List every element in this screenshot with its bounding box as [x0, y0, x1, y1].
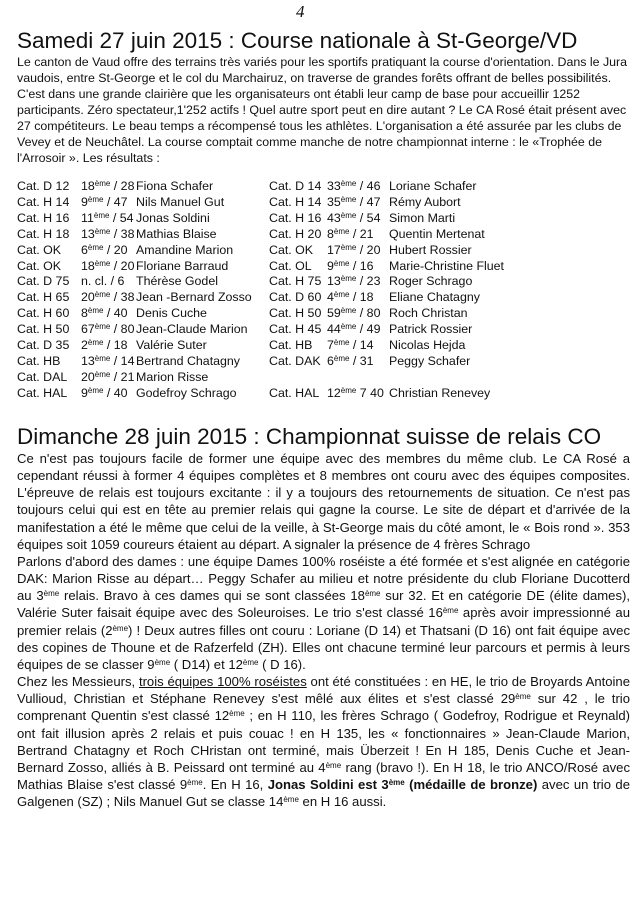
results-rank-cell: 12ème 7 40 — [327, 385, 384, 400]
results-name-cell: Roch Christan — [389, 306, 468, 321]
article-paragraph-2: Parlons d'abord des dames : une équipe Dames 100% roséiste a été formée et s'est alignée en catégorie DAK: Marion Risse au départ… Peggy Schafer au milieu et notre présidente du club Floriane Ducotterd au 3ème relais. Bravo à ces dames qui se sont classées 18ème sur 32. Et en catégorie DE (élite dames), Valérie Suter faisait équipe avec des Soleuroises. Le trio s'est classé 16ème après avoir impressionné au premier relais (2ème) ! Deux autres filles ont couru : Loriane (D 14) et Thatsani (D 16) ont fait équipe avec des copines de Thoune et de Rafzerfeld (ZH). Elles ont chacune terminé leur parcours et permis à leurs équipes de se classer 9ème ( D14) et 12ème ( D 16). — [17, 553, 631, 672]
results-category-cell: Cat. HB — [17, 353, 61, 368]
results-name-cell: Christian Renevey — [389, 385, 491, 400]
results-rank-cell: 13ème / 38 — [81, 226, 135, 241]
results-rank-cell: n. cl. / 6 — [81, 274, 125, 289]
results-row — [17, 370, 504, 386]
results-table — [17, 179, 504, 402]
results-name-cell: Quentin Mertenat — [389, 226, 485, 241]
results-name-cell: Amandine Marion — [136, 242, 234, 257]
results-row — [17, 259, 504, 275]
results-name-cell: Eliane Chatagny — [389, 290, 480, 305]
results-name-cell: Roger Schrago — [389, 274, 473, 289]
results-rank-cell: 43ème / 54 — [327, 210, 381, 225]
results-category-cell: Cat. H 14 — [17, 194, 70, 209]
results-rank-cell: 59ème / 80 — [327, 306, 381, 321]
results-rank-cell: 2ème / 18 — [81, 338, 128, 353]
results-category-cell: Cat. H 65 — [17, 290, 70, 305]
results-name-cell: Marie-Christine Fluet — [389, 258, 504, 273]
sunday-article — [17, 450, 630, 810]
results-name-cell: Rémy Aubort — [389, 194, 461, 209]
results-category-cell: Cat. HAL — [17, 385, 68, 400]
results-rank-cell: 13ème / 23 — [327, 274, 381, 289]
results-category-cell: Cat. H 16 — [269, 210, 322, 225]
results-rank-cell: 18ème / 28 — [81, 179, 135, 193]
results-rank-cell: 9ème / 40 — [81, 385, 128, 400]
results-category-cell: Cat. OK — [17, 242, 62, 257]
results-name-cell: Bertrand Chatagny — [136, 353, 241, 368]
results-rank-cell: 20ème / 38 — [81, 290, 135, 305]
results-name-cell: Denis Cuche — [136, 306, 207, 321]
intro-paragraph: Le canton de Vaud offre des terrains très variés pour les sportifs pratiquant la course d'orientation. Dans le Jura vaudois, entre St-George et le col du Marchairuz, on traverse de grandes forêts offrant de belles possibilités. C'est dans une grande clairière que les organisateurs ont établi leur camp de base pour accueillir 1252 participants. Zéro spectateur,1'252 actifs ! Quel autre sport peut en dire autant ? Le CA Rosé était présent avec 27 compétiteurs. Le beau temps a récompensé tous les athlètes. L'organisation a été assurée par les clubs de Vevey et de Neuchâtel. La course comptait comme manche de notre championnat interne : le «Trophée de l'Arrosoir ». Les résultats : — [17, 55, 628, 165]
results-rank-cell: 7ème / 14 — [327, 338, 374, 353]
results-name-cell: Peggy Schafer — [389, 353, 471, 368]
results-rank-cell: 20ème / 21 — [81, 369, 135, 384]
results-row — [17, 195, 504, 211]
results-rank-cell: 17ème / 20 — [327, 242, 381, 257]
results-row — [17, 243, 504, 259]
results-rank-cell: 33ème / 46 — [327, 179, 381, 193]
results-name-cell — [389, 370, 504, 386]
results-name-cell: Jean-Claude Marion — [136, 322, 248, 337]
results-name-cell: Nils Manuel Gut — [136, 194, 225, 209]
results-category-cell: Cat. HB — [269, 338, 313, 353]
results-name-cell: Simon Marti — [389, 210, 456, 225]
sunday-heading: Dimanche 28 juin 2015 : Championnat suisse de relais CO — [17, 424, 602, 449]
results-rank-cell: 44ème / 49 — [327, 322, 381, 337]
results-row — [17, 290, 504, 306]
results-name-cell: Fiona Schafer — [136, 179, 214, 193]
results-category-cell: Cat. OK — [269, 242, 314, 257]
results-row — [17, 354, 504, 370]
results-category-cell: Cat. OK — [17, 258, 62, 273]
results-category-cell: Cat. OL — [269, 258, 312, 273]
results-name-cell: Patrick Rossier — [389, 322, 473, 337]
results-row — [17, 227, 504, 243]
results-category-cell: Cat. H 14 — [269, 194, 322, 209]
results-category-cell: Cat. D 14 — [269, 179, 322, 193]
results-name-cell: Jean -Bernard Zosso — [136, 290, 252, 305]
results-row — [17, 386, 504, 402]
results-name-cell: Marion Risse — [136, 369, 209, 384]
results-rank-cell: 18ème / 20 — [81, 258, 135, 273]
saturday-heading: Samedi 27 juin 2015 : Course nationale à St-George/VD — [17, 28, 578, 53]
results-row — [17, 179, 504, 195]
results-rank-cell: 4ème / 18 — [327, 290, 374, 305]
results-name-cell: Thérèse Godel — [136, 274, 218, 289]
results-name-cell: Jonas Soldini — [136, 210, 210, 225]
results-rank-cell: 13ème / 14 — [81, 353, 135, 368]
bronze-highlight: Jonas Soldini est 3ème (médaille de bronze) — [267, 776, 538, 792]
results-category-cell: Cat. DAL — [17, 369, 68, 384]
results-category-cell — [269, 370, 327, 386]
results-category-cell: Cat. H 16 — [17, 210, 70, 225]
results-name-cell: Valérie Suter — [136, 338, 207, 353]
results-row — [17, 274, 504, 290]
results-category-cell: Cat. D 35 — [17, 338, 70, 353]
results-rank-cell: 6ème / 20 — [81, 242, 128, 257]
results-rank-cell: 9ème / 16 — [327, 258, 374, 273]
article-paragraph-3: Chez les Messieurs, trois équipes 100% roséistes ont été constituées : en HE, le trio de Broyards Antoine Vullioud, Christian et Stéphane Renevey s'est mêlé aux élites et s'est classé 29ème sur 42 , le trio comprenant Quentin s'est classé 12ème ; en H 110, les frères Schrago ( Godefroy, Rodrigue et Reynald) ont fait illusion après 2 relais et puis couac ! en H 135, les « fonctionnaires » Jean-Claude Marion, Bertrand Chatagny et Roch CHristan ont terminé, mais Überzeit ! En H 185, Denis Cuche et Jean-Bernard Zosso, alliés à B. Peissard ont terminé au 4ème rang (bravo !). En H 18, le trio ANCO/Rosé avec Mathias Blaise s'est classé 9ème. En H 16, Jonas Soldini est 3ème (médaille de bronze) avec un trio de Galgenen (SZ) ; Nils Manuel Gut se classe 14ème en H 16 aussi. — [17, 674, 630, 810]
results-category-cell: Cat. H 20 — [269, 226, 322, 241]
results-row — [17, 338, 504, 354]
results-category-cell: Cat. H 50 — [17, 322, 70, 337]
results-category-cell: Cat. H 75 — [269, 274, 322, 289]
results-rank-cell: 6ème / 31 — [327, 353, 374, 368]
results-rank-cell: 35ème / 47 — [327, 194, 381, 209]
results-category-cell: Cat. H 45 — [269, 322, 322, 337]
results-name-cell: Hubert Rossier — [389, 242, 472, 257]
results-rank-cell: 8ème / 21 — [327, 226, 374, 241]
results-row — [17, 211, 504, 227]
results-rank-cell: 11ème / 54 — [81, 210, 134, 225]
results-name-cell: Mathias Blaise — [136, 226, 217, 241]
article-paragraph-1: Ce n'est pas toujours facile de former une équipe avec des membres du même club. Le CA Rosé a cependant réussi à former 4 équipes complètes et 8 membres ont couru avec des équipes composites. L'épreuve de relais est toujours excitante : il y a toujours des retournements de situation. Ce n'est pas toujours celui qui est en tête au premier relais qui gagne la course. Le site de départ et d'arrivée de la manifestation a été le même que celui de la veille, à St-George mais du côté amont, le « Bois rond ». 353 équipes soit 1059 coureurs étaient au départ. A signaler la présence de 4 frères Schrago — [17, 451, 630, 552]
results-name-cell: Floriane Barraud — [136, 258, 229, 273]
results-row — [17, 306, 504, 322]
saturday-intro — [17, 54, 629, 166]
results-category-cell: Cat. DAK — [269, 353, 321, 368]
results-category-cell: Cat. H 18 — [17, 226, 70, 241]
results-category-cell: Cat. HAL — [269, 385, 320, 400]
results-name-cell: Loriane Schafer — [389, 179, 477, 193]
results-category-cell: Cat. D 12 — [17, 179, 70, 193]
results-category-cell: Cat. H 50 — [269, 306, 322, 321]
results-rank-cell: 67ème / 80 — [81, 322, 135, 337]
results-rank-cell — [327, 370, 389, 386]
results-rank-cell: 9ème / 47 — [81, 194, 128, 209]
results-name-cell: Godefroy Schrago — [136, 385, 237, 400]
results-category-cell: Cat. D 75 — [17, 274, 70, 289]
results-rank-cell: 8ème / 40 — [81, 306, 128, 321]
results-category-cell: Cat. D 60 — [269, 290, 322, 305]
page-number: 4 — [296, 2, 305, 21]
results-category-cell: Cat. H 60 — [17, 306, 70, 321]
results-row — [17, 322, 504, 338]
results-name-cell: Nicolas Hejda — [389, 338, 466, 353]
